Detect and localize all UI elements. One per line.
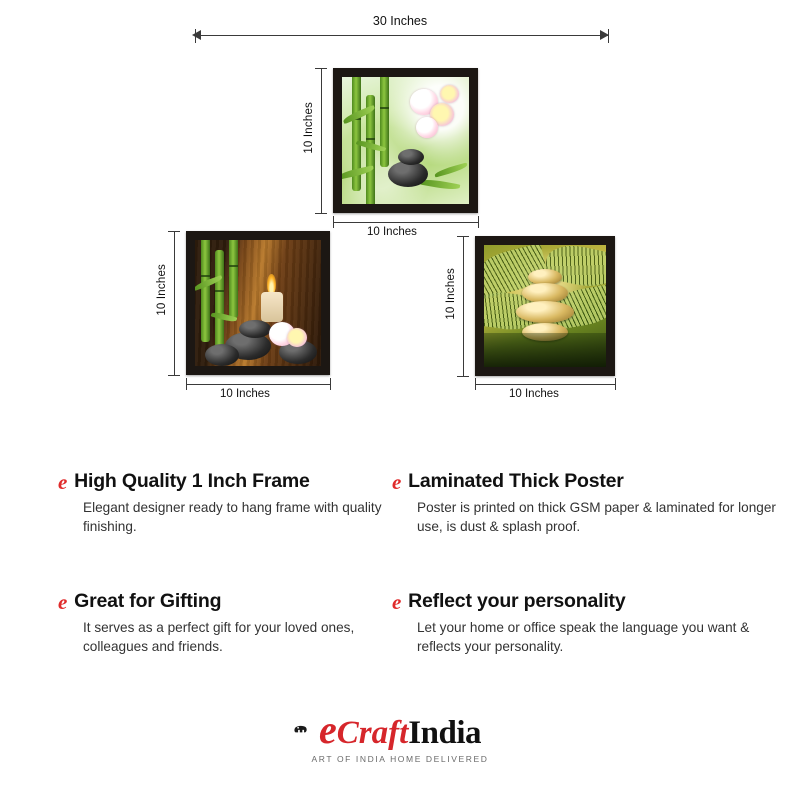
frame-top-width-line [333,222,478,223]
feature-4-description: Let your home or office speak the language you want & reflects your personality. [417,620,750,655]
frame-top-height-tick-b [315,213,327,214]
frame-right-width-line [475,384,615,385]
feature-1-heading [58,470,388,493]
logo-tagline: ART OF INDIA HOME DELIVERED [311,754,489,764]
frame-right-height-line [463,236,464,376]
frame-top-height-line [321,68,322,213]
feature-1-title: High Quality 1 Inch Frame [74,470,310,492]
elephant-icon [293,722,310,736]
frame-left-width-tick-a [186,378,187,390]
frame-left-height-tick-b [168,375,180,376]
overall-tick-right [608,29,609,43]
feature-4-title: Reflect your personality [408,590,626,612]
frame-top-width-tick-a [333,216,334,228]
craftindia-bullet-icon: e [58,470,68,494]
brand-logo [0,707,800,764]
frame-left-width-label: 10 Inches [220,388,270,400]
frame-right [475,236,615,376]
frame-left-height-label: 10 Inches [156,264,168,316]
craftindia-bullet-icon: e [392,590,402,614]
frame-top-height-tick-a [315,68,327,69]
feature-3-title: Great for Gifting [74,590,222,612]
frame-left-width-tick-b [330,378,331,390]
frame-right-height-label: 10 Inches [445,268,457,320]
feature-2-title: Laminated Thick Poster [408,470,624,492]
artwork-left [195,240,321,366]
overall-width-label: 30 Inches [372,14,428,28]
feature-4-heading [392,590,752,613]
frame-top-width-label: 10 Inches [367,226,417,238]
logo-wordmark [319,707,481,752]
feature-3-description: It serves as a perfect gift for your loved ones, colleagues and friends. [83,620,355,655]
feature-item-1 [58,470,388,537]
craftindia-bullet-icon: e [392,470,402,494]
feature-3-heading [58,590,388,613]
artwork-top [342,77,469,204]
frame-top-height-label: 10 Inches [303,102,315,154]
frame-left [186,231,330,375]
feature-2-description: Poster is printed on thick GSM paper & laminated for longer use, is dust & splash proof. [417,500,776,535]
overall-tick-left [195,29,196,43]
logo-initial: e [319,707,337,752]
feature-list [0,470,800,700]
feature-2-heading [392,470,782,493]
frame-right-height-tick-b [457,376,469,377]
frame-top-width-tick-b [478,216,479,228]
frame-right-width-label: 10 Inches [509,388,559,400]
frame-left-height-tick-a [168,231,180,232]
craftindia-bullet-icon: e [58,590,68,614]
frame-right-width-tick-a [475,378,476,390]
overall-width-line [196,35,608,36]
logo-india-text: India [408,715,481,751]
artwork-right [484,245,606,367]
arrow-left-icon [192,30,201,40]
frame-left-height-line [174,231,175,375]
feature-item-3 [58,590,388,657]
frame-top [333,68,478,213]
logo-craft-text: Craft [336,715,409,751]
frame-right-height-tick-a [457,236,469,237]
feature-1-description: Elegant designer ready to hang frame with quality finishing. [83,500,382,535]
feature-item-4 [392,590,752,657]
feature-item-2 [392,470,782,537]
frame-left-width-line [186,384,330,385]
frame-right-width-tick-b [615,378,616,390]
